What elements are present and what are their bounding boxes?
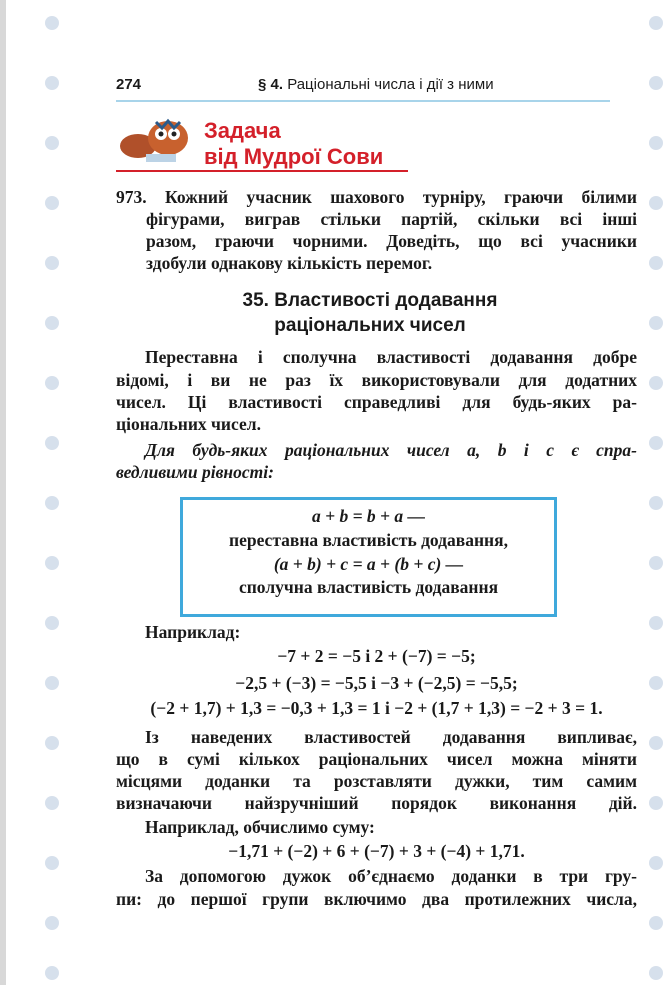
watermark-logo-icon xyxy=(44,195,60,211)
paragraph-line: відомі, і ви не раз їх використовували для додатних xyxy=(116,370,637,390)
watermark-logo-icon xyxy=(44,255,60,271)
watermark-logo-icon xyxy=(44,855,60,871)
page-edge xyxy=(0,0,6,985)
paragraph-line: ціональних чисел. xyxy=(116,414,261,434)
box-line: (a + b) + c = a + (b + c) — xyxy=(273,554,464,574)
example-equation: −1,71 + (−2) + 6 + (−7) + 3 + (−4) + 1,71. xyxy=(228,841,525,861)
rule-line: Для будь-яких раціональних чисел a, b і c є спра- xyxy=(145,440,637,460)
watermark-logo-icon xyxy=(44,915,60,931)
problem-line: фігурами, виграв стільки партій, скільки всі інші xyxy=(146,209,637,229)
watermark-logo-icon xyxy=(648,75,664,91)
rule-line: ведливими рівності: xyxy=(116,462,274,482)
watermark-logo-icon xyxy=(648,15,664,31)
watermark-logo-icon xyxy=(648,915,664,931)
owl-illustration-icon xyxy=(116,116,196,166)
watermark-logo-icon xyxy=(44,15,60,31)
problem-line: разом, граючи чорними. Доведіть, що всі учасники xyxy=(146,231,637,251)
example-label: Наприклад, обчислимо суму: xyxy=(145,817,375,837)
task-banner-subtitle: від Мудрої Сови xyxy=(204,144,384,169)
watermark-logo-icon xyxy=(44,555,60,571)
paragraph-line: місцями доданки та розставляти дужки, тим самим xyxy=(116,771,637,791)
watermark-logo-icon xyxy=(648,315,664,331)
watermark-logo-icon xyxy=(648,195,664,211)
watermark-logo-icon xyxy=(44,435,60,451)
header-rule xyxy=(116,100,610,102)
box-line: переставна властивість додавання, xyxy=(228,530,508,550)
watermark-logo-icon xyxy=(44,675,60,691)
running-header xyxy=(258,76,494,93)
watermark-logo-icon xyxy=(44,135,60,151)
paragraph-line: чисел. Ці властивості справедливі для будь-яких ра- xyxy=(116,392,637,412)
paragraph-line: що в сумі кількох раціональних чисел можна міняти xyxy=(116,749,637,769)
watermark-logo-icon xyxy=(44,75,60,91)
section-heading: 35. Властивості додавання xyxy=(242,290,498,311)
watermark-logo-icon xyxy=(648,495,664,511)
task-banner-title: Задача xyxy=(204,118,281,143)
watermark-logo-icon xyxy=(648,675,664,691)
example-equation: −2,5 + (−3) = −5,5 і −3 + (−2,5) = −5,5; xyxy=(235,673,518,693)
watermark-logo-icon xyxy=(648,555,664,571)
watermark-logo-icon xyxy=(648,435,664,451)
watermark-logo-icon xyxy=(648,135,664,151)
paragraph-line: пи: до першої групи включимо два протилежних числа, xyxy=(116,889,637,909)
example-label: Наприклад: xyxy=(145,622,241,642)
watermark-logo-icon xyxy=(44,495,60,511)
problem-line: 973. Кожний учасник шахового турніру, граючи білими xyxy=(116,187,637,207)
watermark-logo-icon xyxy=(648,965,664,981)
page-number: 274 xyxy=(116,76,142,93)
watermark-logo-icon xyxy=(648,795,664,811)
section-title: Раціональні числа і дії з ними xyxy=(287,76,494,93)
problem-line: здобули однакову кількість перемог. xyxy=(146,253,433,273)
paragraph-line: Із наведених властивостей додавання випливає, xyxy=(145,727,637,747)
box-line: a + b = b + a — xyxy=(311,506,426,526)
paragraph-line: За допомогою дужок об’єднаємо доданки в три гру- xyxy=(145,866,637,886)
watermark-logo-icon xyxy=(44,315,60,331)
paragraph-line: Переставна і сполучна властивості додавання добре xyxy=(145,347,637,367)
watermark-logo-icon xyxy=(648,615,664,631)
example-equation: (−2 + 1,7) + 1,3 = −0,3 + 1,3 = 1 і −2 + (1,7 + 1,3) = −2 + 3 = 1. xyxy=(150,698,603,718)
box-line: сполучна властивість додавання xyxy=(238,577,499,597)
example-equation: −7 + 2 = −5 і 2 + (−7) = −5; xyxy=(277,646,476,666)
watermark-logo-icon xyxy=(44,375,60,391)
banner-rule xyxy=(116,170,408,172)
watermark-logo-icon xyxy=(44,795,60,811)
watermark-logo-icon xyxy=(648,255,664,271)
watermark-logo-icon xyxy=(44,735,60,751)
watermark-logo-icon xyxy=(44,615,60,631)
watermark-logo-icon xyxy=(648,855,664,871)
section-heading-line2: раціональних чисел xyxy=(274,315,466,336)
section-mark: § 4. xyxy=(258,76,284,93)
paragraph-line: визначаючи найзручніший порядок виконання дій. xyxy=(116,793,637,813)
watermark-logo-icon xyxy=(648,735,664,751)
watermark-logo-icon xyxy=(648,375,664,391)
watermark-logo-icon xyxy=(44,965,60,981)
